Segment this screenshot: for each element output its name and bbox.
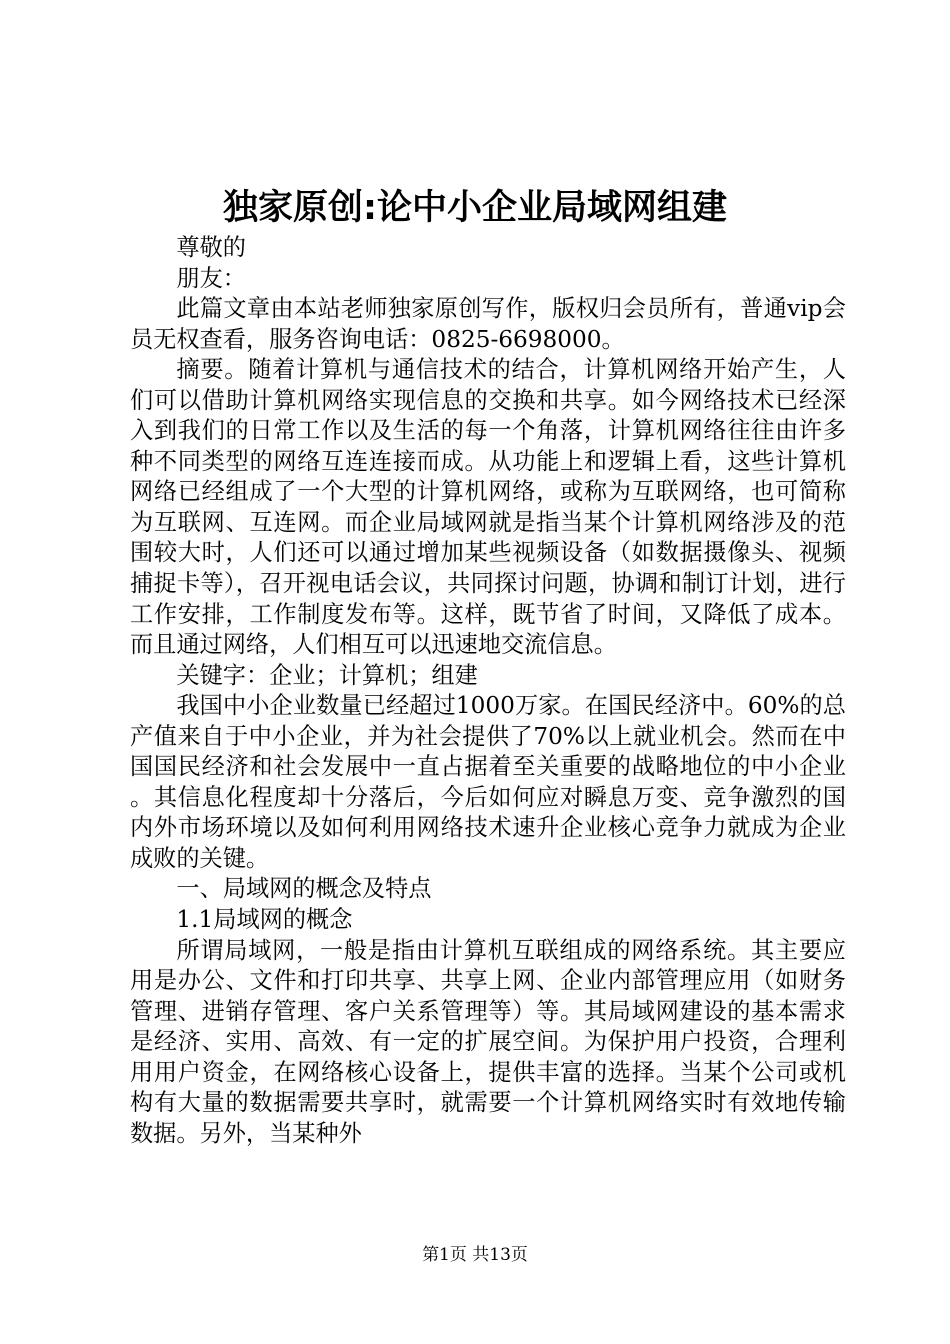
keywords-line: 关键字：企业；计算机；组建 bbox=[176, 661, 478, 689]
section-heading: 一、局域网的概念及特点 bbox=[176, 875, 432, 903]
page-footer: 第1页 共13页 bbox=[422, 1245, 528, 1265]
copyright-notice: 此篇文章由本站老师独家原创写作，版权归会员所有，普通vip会员无权查看，服务咨询电话：0825-6698000。 bbox=[130, 295, 846, 353]
subsection-heading: 1.1局域网的概念 bbox=[176, 906, 353, 934]
intro-paragraph: 我国中小企业数量已经超过1000万家。在国民经济中。60%的总产值来自于中小企业，并为社会提供了70%以上就业机会。然而在中国国民经济和社会发展中一直占据着至关重要的战略地位的中小企业。其信息化程度却十分落后，今后如何应对瞬息万变、竞争激烈的国内外市场环境以及如何利用网络技术速升企业核心竞争力就成为企业成败的关键。 bbox=[130, 692, 846, 872]
document-body bbox=[130, 233, 846, 1149]
abstract-paragraph: 摘要。随着计算机与通信技术的结合，计算机网络开始产生，人们可以借助计算机网络实现信息的交换和共享。如今网络技术已经深入到我们的日常工作以及生活的每一个角落，计算机网络往往由许多种不同类型的网络互连连接而成。从功能上和逻辑上看，这些计算机网络已经组成了一个大型的计算机网络，或称为互联网络，也可简称为互联网、互连网。而企业局域网就是指当某个计算机网络涉及的范围较大时，人们还可以通过增加某些视频设备（如数据摄像头、视频捕捉卡等），召开视电话会议，共同探讨问题，协调和制订计划，进行工作安排，工作制度发布等。这样，既节省了时间，又降低了成本。而且通过网络，人们相互可以迅速地交流信息。 bbox=[130, 356, 846, 659]
body-paragraph: 所谓局域网，一般是指由计算机互联组成的网络系统。其主要应用是办公、文件和打印共享、共享上网、企业内部管理应用（如财务管理、进销存管理、客户关系管理等）等。其局域网建设的基本需求是经济、实用、高效、有一定的扩展空间。为保护用户投资，合理利用用户资金，在网络核心设备上，提供丰富的选择。当某个公司或机构有大量的数据需要共享时，就需要一个计算机网络实时有效地传输数据。另外，当某种外 bbox=[130, 936, 846, 1147]
salutation-line-2: 朋友： bbox=[176, 264, 246, 292]
document-title: 独家原创:论中小企业局域网组建 bbox=[223, 188, 727, 228]
salutation-line-1: 尊敬的 bbox=[176, 234, 246, 261]
